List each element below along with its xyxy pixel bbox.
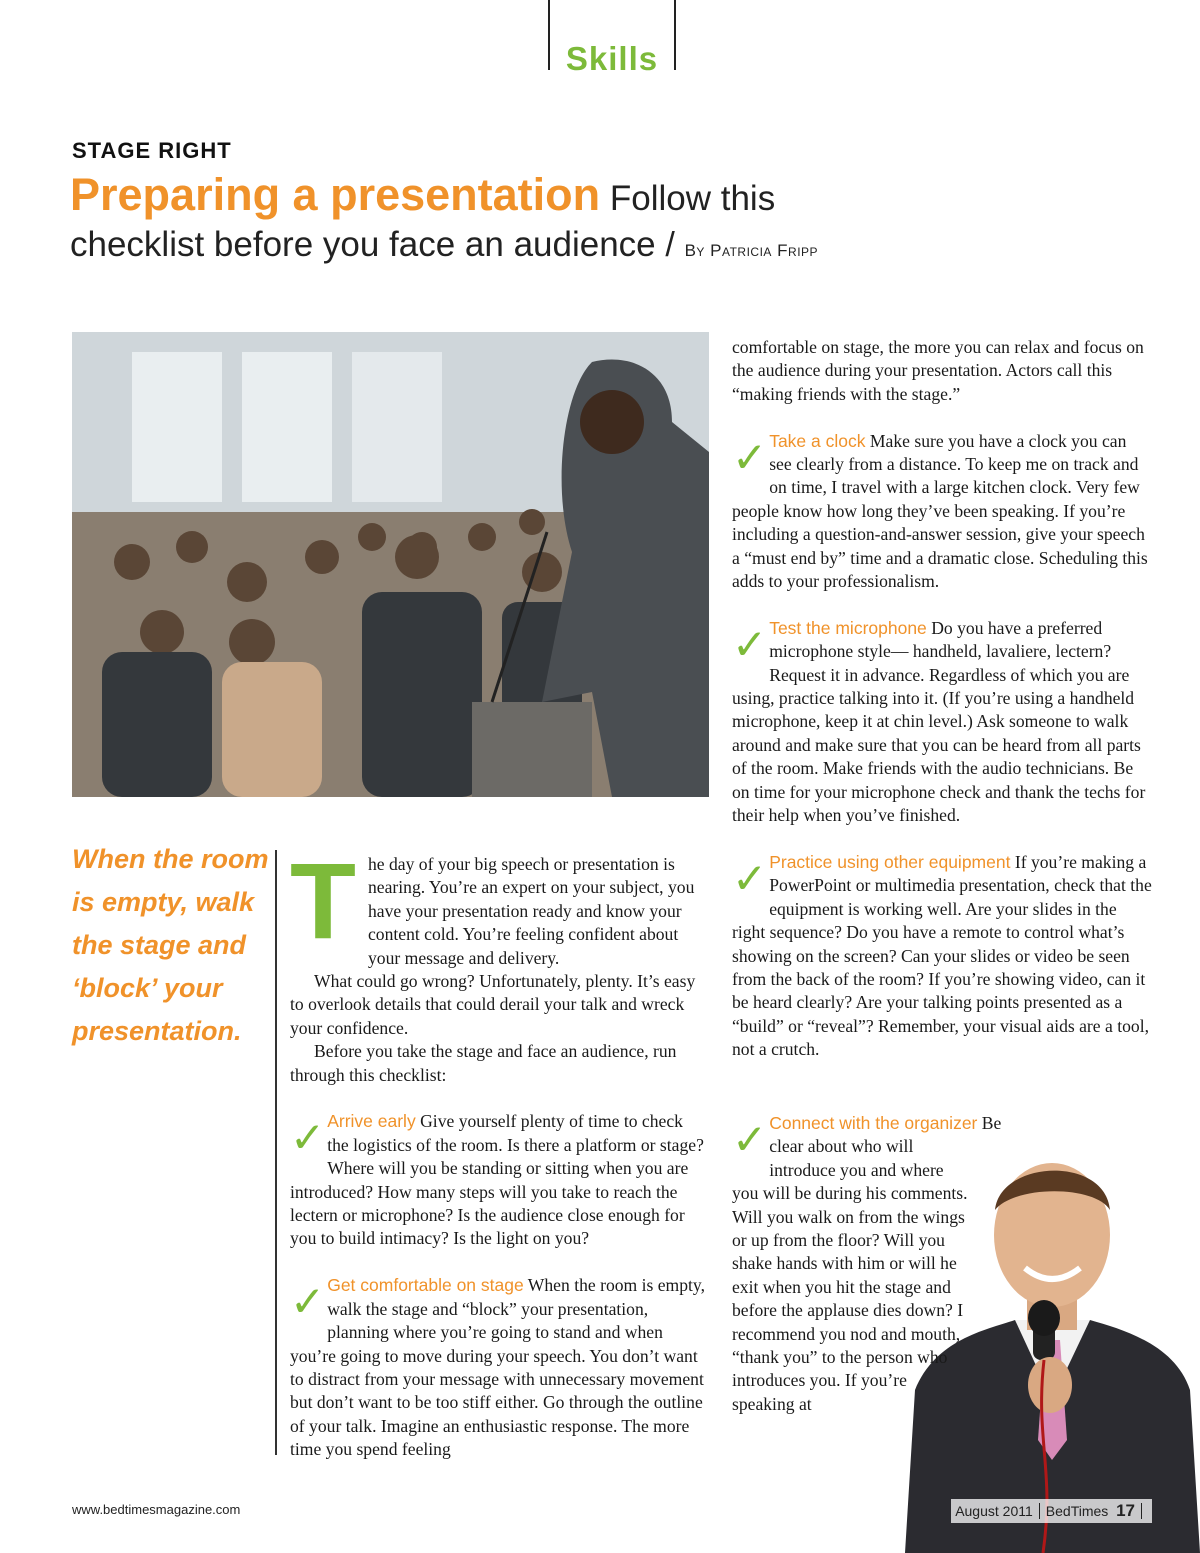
pullquote: When the room is empty, walk the stage and ‘block’ your presentation.	[72, 844, 269, 1046]
intro-paragraph-3: Before you take the stage and face an audience, run through this checklist:	[290, 1041, 677, 1085]
check-icon: ✓	[732, 1115, 768, 1164]
checklist-item-test-microphone: ✓ Test the microphone Do you have a preferred microphone style— handheld, lavaliere, lectern? Request it in advance. Regardless of which you are using, practice talking into it. (If you’re using a handheld microphone, keep it at chin level.) Ask someone to walk around and make sure that you can be heard from all parts of the room. Make friends with the audio technicians. Be on time for your microphone check and thank the techs for their help when you’ve finished.	[732, 617, 1146, 826]
section-label: Skills	[565, 40, 659, 77]
checklist-item-get-comfortable: ✓ Get comfortable on stage When the room is empty, walk the stage and “block” your presentation, planning where you’re going to stand and when you’re going to move during your speech. You don’t want to distract from your message with unnecessary movement but don’t want to be too stiff either. Go through the outline of your talk. Imagine an enthusiastic response. The more time you spend feeling	[290, 1275, 705, 1460]
check-icon: ✓	[732, 853, 768, 903]
body-column-middle	[290, 840, 708, 1462]
article-title: Preparing a presentation	[70, 169, 601, 220]
footer-magazine: BedTimes	[1045, 1503, 1109, 1519]
drop-cap: T	[290, 840, 356, 961]
kicker: STAGE RIGHT	[72, 138, 232, 163]
check-icon: ✓	[290, 1277, 326, 1327]
footer-url: www.bedtimesmagazine.com	[72, 1502, 241, 1517]
byline: By Patricia Fripp	[684, 241, 819, 260]
checklist-item-take-a-clock: ✓ Take a clock Make sure you have a clock you can see clearly from a distance. To keep me on track and on time, I travel with a large kitchen clock. Very few people know how long they’ve been speaking. If you’re including a question-and-answer session, give your speech a “must end by” time and a dramatic close. Scheduling this adds to your professionalism.	[732, 430, 1148, 592]
checklist-item-other-equipment: ✓ Practice using other equipment If you’re making a PowerPoint or multimedia presentation, check that the equipment is working well. Are your slides in the right sequence? Do you have a remote to control what’s showing on the screen? Can your slides or video be seen from the back of the room? If you’re showing video, can it be heard clearly? Are your talking points presented as a “build” or “reveal”? Remember, your visual aids are a tool, not a crutch.	[732, 851, 1152, 1060]
checklist-item-connect-organizer: ✓ Connect with the organizer Be clear about who will introduce you and where you will be during his comments. Will you walk on from the wings or up from the floor? Will you shake hands with him or will he exit when you hit the stage and before the applause dies down? I recommend you nod and mouth, “thank you” to the person who introduces you. If you’re speaking at	[732, 1112, 1152, 1416]
footer-divider	[1039, 1503, 1040, 1519]
checklist-item-arrive-early: ✓ Arrive early Give yourself plenty of time to check the logistics of the room. Is there a platform or stage? Where will you be standing or sitting when you are introduced? How many steps will you take to reach the lectern or microphone? Is the audience close enough for you to build intimacy? Is the light on you?	[290, 1111, 704, 1249]
continued-paragraph: comfortable on stage, the more you can relax and focus on the audience during your presentation. Actors call this “making friends with the stage.”	[732, 337, 1144, 404]
footer-divider	[1141, 1503, 1142, 1519]
intro-paragraph-1: The day of your big speech or presentation is nearing. You’re an expert on your subject, you have your presentation ready and know your content cold. You’re feeling confident about your message and delivery.	[290, 840, 695, 968]
portrait-wrap-spacer	[972, 1112, 1152, 1502]
body-column-right-lower	[732, 1112, 1152, 1502]
audience-photo	[72, 332, 709, 797]
deck-separator: /	[665, 226, 675, 264]
body-column-right	[732, 336, 1152, 1062]
section-tab	[548, 0, 676, 77]
column-rule	[275, 850, 277, 1455]
deck-line-2: checklist before you face an audience	[70, 225, 656, 264]
check-icon: ✓	[732, 619, 768, 669]
headline	[70, 169, 1070, 274]
page-number: 17	[1116, 1501, 1135, 1520]
check-icon: ✓	[732, 432, 768, 482]
deck-line-1: Follow this	[609, 179, 776, 218]
intro-paragraph-2: What could go wrong? Unfortunately, plenty. It’s easy to overlook details that could derail your talk and wreck your confidence.	[290, 971, 696, 1038]
footer-folio	[951, 1499, 1152, 1523]
footer-issue: August 2011	[955, 1503, 1033, 1519]
check-icon: ✓	[290, 1113, 326, 1163]
